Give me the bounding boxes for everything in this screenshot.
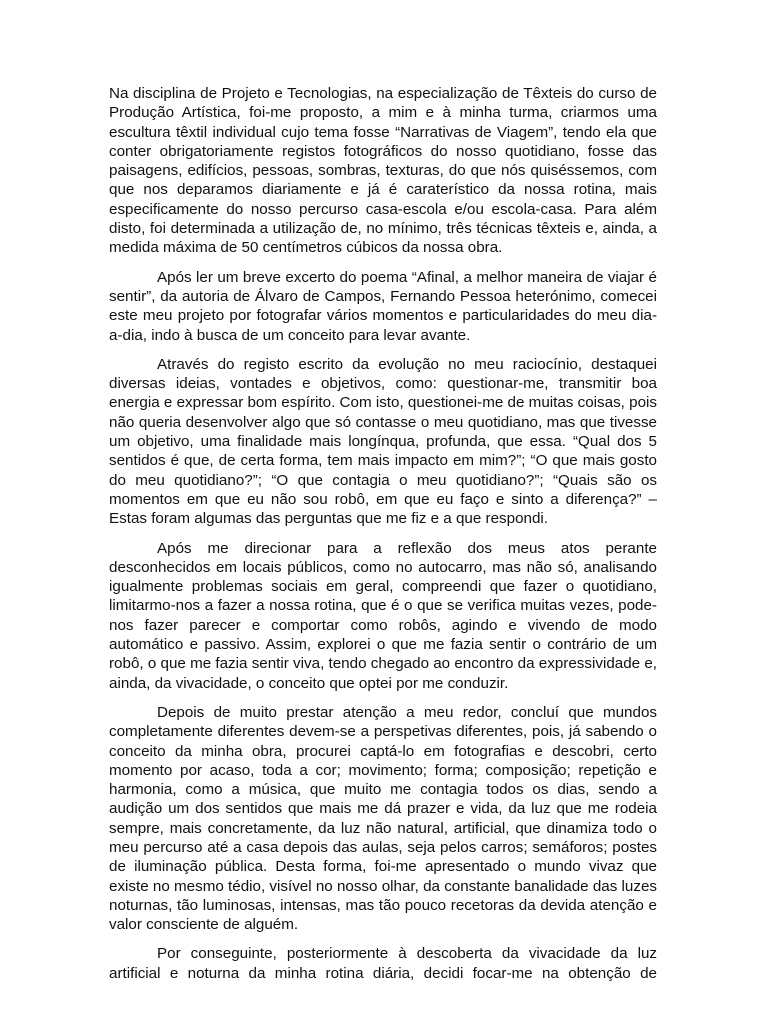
paragraph-4: Após me direcionar para a reflexão dos meus atos perante desconhecidos em locais públicos, como no autocarro, mas não só, analisando igualmente problemas sociais em geral, compreendi que fazer o quotidiano, limitarmo-nos a fazer a nossa rotina, que é o que se verifica muitas vezes, pode-nos fazer parecer e comportar como robôs, agindo e vivendo de modo automático e passivo. Assim, explorei o que me fazia sentir o contrário de um robô, o que me fazia sentir viva, tendo chegado ao encontro da expressividade e, ainda, da vivacidade, o conceito que optei por me conduzir. bbox=[109, 539, 657, 692]
paragraph-5: Depois de muito prestar atenção a meu redor, concluí que mundos completamente diferentes devem-se a perspetivas diferentes, pois, já sabendo o conceito da minha obra, procurei captá-lo em fotografias e descobri, certo momento por acaso, toda a cor; movimento; forma; composição; repetição e harmonia, como a música, que muito me contagia todos os dias, sendo a audição um dos sentidos que mais me dá prazer e vida, da luz que me rodeia sempre, mais concretamente, da luz não natural, artificial, que dinamiza todo o meu percurso até a casa depois das aulas, seja pelos carros; semáforos; postes de iluminação pública. Desta forma, foi-me apresentado o mundo vivaz que existe no mesmo tédio, visível no nosso olhar, da constante banalidade das luzes noturnas, tão luminosas, intensas, mas tão pouco recetoras da devida atenção e valor consciente de alguém. bbox=[109, 703, 657, 934]
document-page bbox=[109, 84, 657, 993]
paragraph-3: Através do registo escrito da evolução no meu raciocínio, destaquei diversas ideias, vontades e objetivos, como: questionar-me, transmitir boa energia e expressar bom espírito. Com isto, questionei-me de muitas coisas, pois não queria desenvolver algo que só contasse o meu quotidiano, mas que tivesse um objetivo, uma finalidade mais longínqua, profunda, que essa. “Qual dos 5 sentidos é que, de certa forma, tem mais impacto em mim?”; “O que mais gosto do meu quotidiano?”; “O que contagia o meu quotidiano?”; “Quais são os momentos em que eu não sou robô, em que eu faço e sinto a diferença?” – Estas foram algumas das perguntas que me fiz e a que respondi. bbox=[109, 355, 657, 528]
paragraph-6: Por conseguinte, posteriormente à descoberta da vivacidade da luz artificial e noturna da minha rotina diária, decidi focar-me na obtenção de bbox=[109, 945, 657, 982]
paragraph-1: Na disciplina de Projeto e Tecnologias, na especialização de Têxteis do curso de Produção Artística, foi-me proposto, a mim e à minha turma, criarmos uma escultura têxtil individual cujo tema fosse “Narrativas de Viagem”, tendo ela que conter obrigatoriamente registos fotográficos do nosso quotidiano, fosse das paisagens, edifícios, pessoas, sombras, texturas, do que nós quiséssemos, com que nos deparamos diariamente e já é caraterístico da nossa rotina, mais especificamente do nosso percurso casa-escola e/ou escola-casa. Para além disto, foi determinada a utilização de, no mínimo, três técnicas têxteis e, ainda, a medida máxima de 50 centímetros cúbicos da nossa obra. bbox=[109, 85, 657, 257]
paragraph-2: Após ler um breve excerto do poema “Afinal, a melhor maneira de viajar é sentir”, da autoria de Álvaro de Campos, Fernando Pessoa heterónimo, comecei este meu projeto por fotografar vários momentos e particularidades do meu dia-a-dia, indo à busca de um conceito para levar avante. bbox=[109, 268, 657, 344]
